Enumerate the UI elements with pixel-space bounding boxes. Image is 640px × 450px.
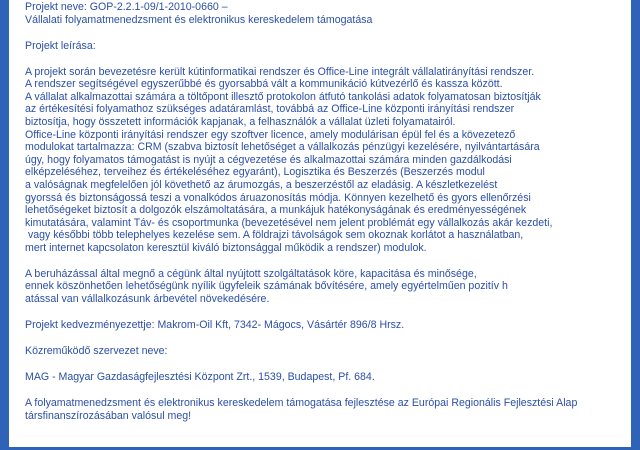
spacer <box>25 332 625 345</box>
cooperating-heading: Közreműködő szervezet neve: <box>25 345 168 358</box>
project-name-line-1: Projekt neve: GOP-2.2.1-09/1-2010-0660 – <box>25 1 228 13</box>
spacer <box>25 52 625 65</box>
description-heading: Projekt leírása: <box>25 39 96 52</box>
description-line: biztosítja, hogy összetett információk kapjanak, a felhasználók a vállalat üzleti folyamatairól. <box>25 115 456 128</box>
investment-paragraph <box>25 268 625 306</box>
investment-line: ennek köszönhetően lehetőségünk nyílik ügyfeleik számának bővítésére, amely egyértelműen pozitív h <box>25 280 508 293</box>
investment-line: atással van vállalkozásunk árbevétel növekedésére. <box>25 293 270 306</box>
description-line: gyorssá és biztonságossá teszi a vonalkódos áruazonosítás módja. Könnyen kezelhető és gyors ellenőrzési <box>25 191 531 204</box>
spacer <box>25 26 625 39</box>
funding-line: társfinanszírozásában valósul meg! <box>25 409 192 422</box>
description-line: A vállalat alkalmazottai számára a töltőpont illesztő protokolon átfutó tankolási adatok folyamatosan biztosítják <box>25 90 541 103</box>
investment-line: A beruházással által megnő a cégünk által nyújtott szolgáltatások köre, kapacitása és minősége, <box>25 267 477 280</box>
description-line: A rendszer segítségével egyszerűbbé és gyorsabbá vált a kommunikáció kútvezérlő és kassza között. <box>25 78 503 91</box>
spacer <box>25 254 625 267</box>
spacer <box>25 384 625 397</box>
funding-line: A folyamatmenedzsment és elektronikus kereskedelem támogatása fejlesztése az Európai Regionális Fejlesztési Alap <box>25 396 578 409</box>
description-line: Office-Line központi irányítási rendszer egy szoftver licence, amely modulárisan épül fel és a kövezetező <box>25 128 516 141</box>
description-line: az értékesítési folyamathoz szükséges adatáramlást, továbbá az Office-Line központi irányítási rendszer <box>25 103 515 116</box>
description-line: modulokat tartalmazza: CRM (szabva biztosít lehetőséget a vállalkozás pénzügyi kezelésére, nyilvántartására <box>25 141 540 154</box>
funding-paragraph <box>25 397 625 422</box>
description-line: vagy későbbi több telephelyes kezelése sem. A földrajzi távolságok sem okoznak korlátot a használatban, <box>25 229 524 242</box>
project-name-line-2: Vállalati folyamatmenedzsment és elektronikus kereskedelem támogatása <box>25 13 373 26</box>
spacer <box>25 358 625 371</box>
description-line: a valóságnak megfelelően jól követhető az árumozgás, a beszerzéstől az eladásig. A készletkezelést <box>25 178 498 191</box>
description-line: mert internet kapcsolaton keresztül kiváló biztonsággal működik a rendszer) modulok. <box>25 241 427 254</box>
cooperating-org: MAG - Magyar Gazdaságfejlesztési Központ Zrt., 1539, Budapest, Pf. 684. <box>25 371 375 383</box>
beneficiary-line: Projekt kedvezményezettje: Makrom-Oil Kft, 7342- Mágocs, Vásártér 896/8 Hrsz. <box>25 319 405 332</box>
description-line: kimutatására, valamint Táv- és csoportmunka (bevezetésével nem jelent problémát egy vállalkozás akár kezdeti, <box>25 216 553 229</box>
description-paragraph <box>25 66 625 255</box>
description-line: A projekt során bevezetésre került kútinformatikai rendszer és Office-Line integrált vállalatirányítási rendszer. <box>25 65 535 78</box>
project-info-document <box>25 1 625 422</box>
description-line: úgy, hogy folyamatos támogatást is nyújt a cégvezetése és alkalmazottai számára minden gazdálkodási <box>25 153 512 166</box>
spacer <box>25 306 625 319</box>
description-line: elképzeléséhez, terveihez és értékeléséhez egyaránt), Logisztika és Beszerzés (Beszerzés modul <box>25 166 485 179</box>
description-line: lehetőségeket biztosít a dolgozók elszámoltatására, a munkájuk hatékonyságának és eredményességének <box>25 204 527 217</box>
